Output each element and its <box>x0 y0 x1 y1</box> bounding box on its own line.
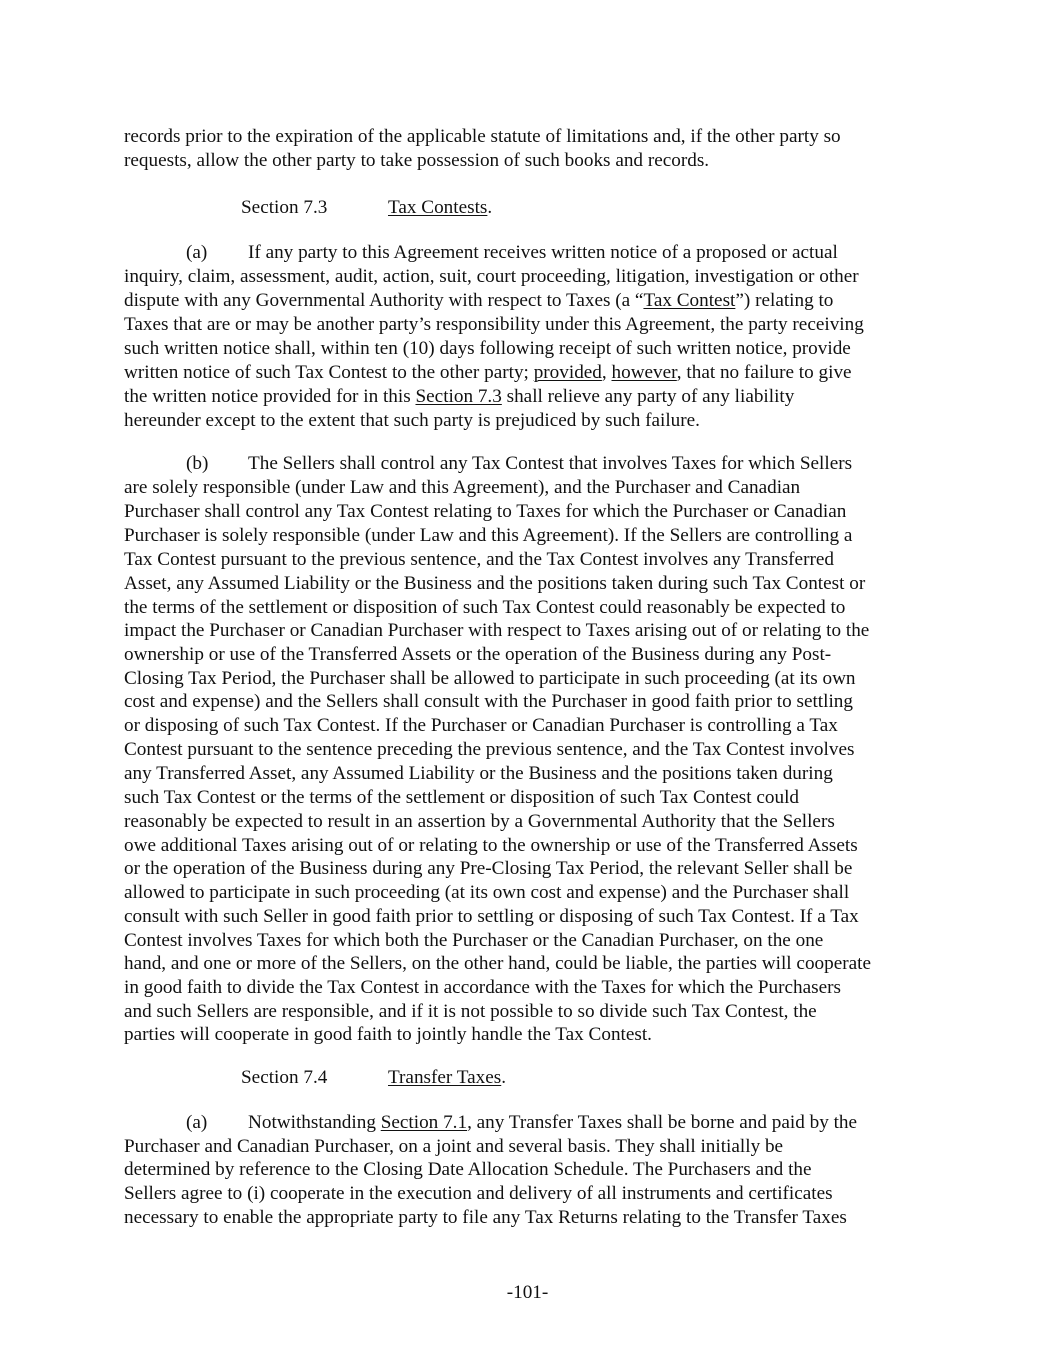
text-line: allowed to participate in such proceeding (at its own cost and expense) and the Purchaser shall <box>124 882 850 903</box>
term-provided: provided <box>533 362 602 383</box>
section-title-period: . <box>501 1067 507 1088</box>
section-title <box>388 1066 506 1090</box>
text-line <box>186 1111 857 1135</box>
text-line: inquiry, claim, assessment, audit, action, suit, court proceeding, litigation, investigation or other <box>124 266 859 287</box>
text-line: owe additional Taxes arising out of or relating to the ownership or use of the Transferred Assets <box>124 835 858 856</box>
text-line <box>186 452 852 476</box>
text-line: Purchaser is solely responsible (under Law and this Agreement). If the Sellers are controlling a <box>124 525 853 546</box>
text-line: consult with such Seller in good faith prior to settling or disposing of such Tax Contest. If a Tax <box>124 906 859 927</box>
text-line: parties will cooperate in good faith to jointly handle the Tax Contest. <box>124 1024 652 1045</box>
line-text: The Sellers shall control any Tax Contest that involves Taxes for which Sellers <box>248 453 853 474</box>
text-line: or the operation of the Business during any Pre-Closing Tax Period, the relevant Seller shall be <box>124 858 853 879</box>
text-line <box>124 385 794 409</box>
text-line: such written notice shall, within ten (10) days following receipt of such written notice, provide <box>124 338 851 359</box>
text-line: determined by reference to the Closing Date Allocation Schedule. The Purchasers and the <box>124 1159 812 1180</box>
line-text: shall relieve any party of any liability <box>501 386 795 407</box>
text-line: Purchaser shall control any Tax Contest relating to Taxes for which the Purchaser or Canadian <box>124 501 847 522</box>
defined-term-tax-contest: Tax Contest <box>643 290 736 311</box>
text-line: in good faith to divide the Tax Contest in accordance with the Taxes for which the Purchasers <box>124 977 842 998</box>
text-line: records prior to the expiration of the applicable statute of limitations and, if the other party so <box>124 126 841 147</box>
section-title-text: Transfer Taxes <box>388 1067 502 1088</box>
page-number: -101- <box>506 1282 549 1303</box>
text-line: hereunder except to the extent that such party is prejudiced by such failure. <box>124 410 700 431</box>
term-however: however <box>611 362 677 383</box>
cross-reference-section-7-3: Section 7.3 <box>415 386 502 407</box>
text-line: Purchaser and Canadian Purchaser, on a joint and several basis. They shall initially be <box>124 1136 784 1157</box>
section-title-text: Tax Contests <box>388 197 488 218</box>
text-line <box>186 241 838 265</box>
cross-reference-section-7-1: Section 7.1 <box>380 1112 468 1133</box>
text-line: or disposing of such Tax Contest. If the Purchaser or Canadian Purchaser is controlling a Tax <box>124 715 838 736</box>
line-text: Notwithstanding <box>248 1112 381 1133</box>
line-text: If any party to this Agreement receives written notice of a proposed or actual <box>248 242 838 263</box>
section-title <box>388 196 492 220</box>
text-line: any Transferred Asset, any Assumed Liability or the Business and the positions taken during <box>124 763 833 784</box>
text-line: and such Sellers are responsible, and if it is not possible to so divide such Tax Contest, the <box>124 1001 817 1022</box>
line-text: dispute with any Governmental Authority with respect to Taxes (a “ <box>124 290 644 311</box>
text-line: ownership or use of the Transferred Assets or the operation of the Business during any Post- <box>124 644 832 665</box>
text-line: such Tax Contest or the terms of the settlement or disposition of such Tax Contest could <box>124 787 799 808</box>
paragraph-marker: (b) <box>186 453 209 474</box>
text-line <box>124 289 833 313</box>
line-text: written notice of such Tax Contest to the other party; <box>124 362 534 383</box>
text-line: Closing Tax Period, the Purchaser shall be allowed to participate in such proceeding (at its own <box>124 668 856 689</box>
text-line: necessary to enable the appropriate party to file any Tax Returns relating to the Transfer Taxes <box>124 1207 847 1228</box>
line-text: ”) relating to <box>735 290 834 311</box>
line-text: , that no failure to give <box>676 362 852 383</box>
section-number: Section 7.3 <box>241 197 328 218</box>
line-text: , any Transfer Taxes shall be borne and paid by the <box>467 1112 858 1133</box>
section-title-period: . <box>487 197 493 218</box>
paragraph-marker: (a) <box>186 242 208 263</box>
text-line: the terms of the settlement or disposition of such Tax Contest could reasonably be expected to <box>124 597 846 618</box>
text-line: reasonably be expected to result in an assertion by a Governmental Authority that the Sellers <box>124 811 835 832</box>
paragraph-marker: (a) <box>186 1112 208 1133</box>
text-line <box>124 361 852 385</box>
text-line: impact the Purchaser or Canadian Purchaser with respect to Taxes arising out of or relating to the <box>124 620 870 641</box>
text-line: hand, and one or more of the Sellers, on the other hand, could be liable, the parties will cooperate <box>124 953 872 974</box>
line-text: , <box>601 362 612 383</box>
text-line: Contest involves Taxes for which both the Purchaser or the Canadian Purchaser, on the one <box>124 930 824 951</box>
section-number: Section 7.4 <box>241 1067 328 1088</box>
line-text: the written notice provided for in this <box>124 386 416 407</box>
text-line: Tax Contest pursuant to the previous sentence, and the Tax Contest involves any Transferred <box>124 549 834 570</box>
text-line: Asset, any Assumed Liability or the Business and the positions taken during such Tax Contest or <box>124 573 866 594</box>
text-line: Sellers agree to (i) cooperate in the execution and delivery of all instruments and certificates <box>124 1183 833 1204</box>
text-line: cost and expense) and the Sellers shall consult with the Purchaser in good faith prior to settling <box>124 691 853 712</box>
text-line: Taxes that are or may be another party’s responsibility under this Agreement, the party receiving <box>124 314 864 335</box>
text-line: requests, allow the other party to take possession of such books and records. <box>124 150 710 171</box>
text-line: are solely responsible (under Law and this Agreement), and the Purchaser and Canadian <box>124 477 801 498</box>
text-line: Contest pursuant to the sentence preceding the previous sentence, and the Tax Contest involves <box>124 739 855 760</box>
